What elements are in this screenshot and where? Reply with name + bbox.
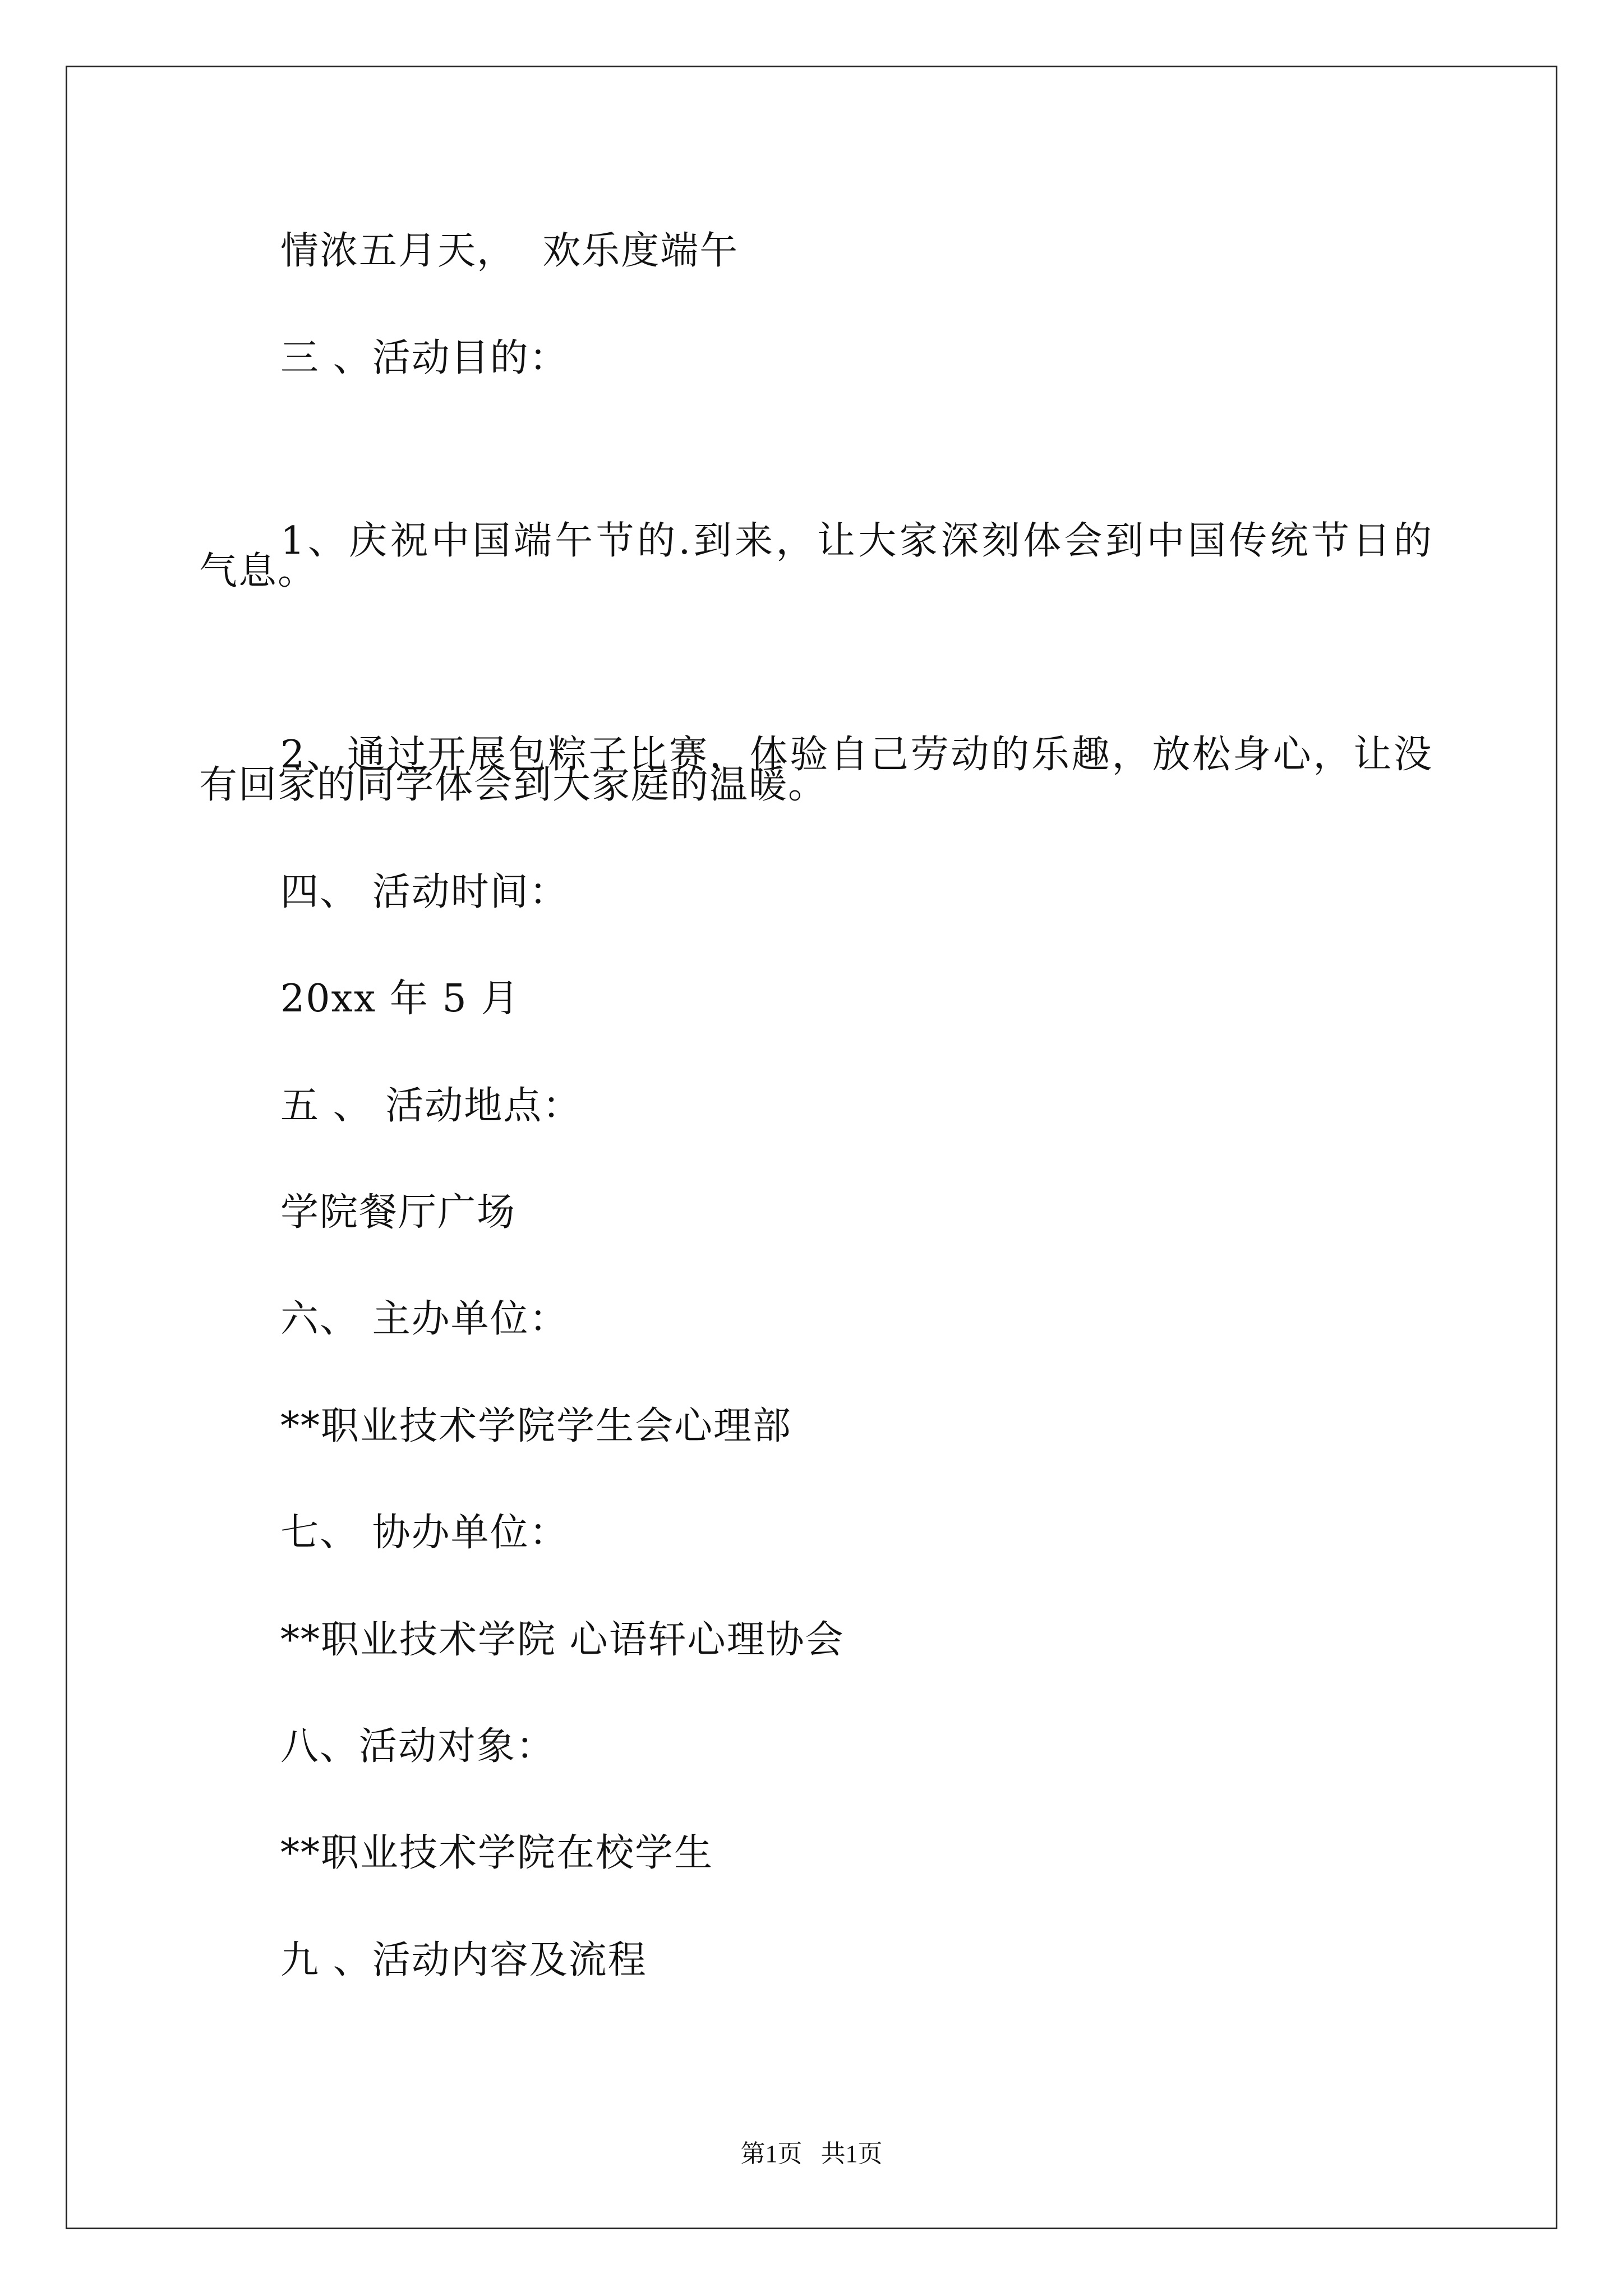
heading-organizer: 六、 主办单位： (280, 1297, 569, 1341)
text-line-location: 学院餐厅广场 (280, 1190, 517, 1235)
text-line-participants: **职业技术学院在校学生 (280, 1831, 714, 1875)
text-line-purpose-1 (280, 446, 1433, 599)
heading-activity-time: 四、 活动时间： (280, 870, 569, 914)
text-line-purpose-2-cont: 有回家的同学体会到大家庭的温暖。 (199, 763, 828, 807)
heading-content-flow: 九 、活动内容及流程 (280, 1938, 647, 1982)
text-line-organizer: **职业技术学院学生会心理部 (280, 1404, 792, 1448)
page-number: 第1页 (740, 2140, 803, 2168)
text-line-co-organizer: **职业技术学院 心语轩心理协会 (280, 1618, 845, 1662)
text-line-purpose-2-text: 2、通过开展包粽子比赛，体验自己劳动的乐趣，放松身心，让没 (280, 733, 1433, 777)
page-total: 共1页 (820, 2140, 883, 2168)
heading-co-organizer: 七、 协办单位： (280, 1511, 569, 1555)
text-line-purpose-1-cont: 气息。 (199, 549, 317, 593)
heading-activity-location: 五 、 活动地点： (280, 1084, 582, 1128)
text-line-title: 情浓五月天， 欢乐度端午 (280, 229, 739, 273)
text-line-time: 20xx 年 5 月 (280, 977, 520, 1021)
text-line-purpose-1-text: 1、庆祝中国端午节的.到来，让大家深刻体会到中国传统节日的 (280, 519, 1433, 563)
heading-activity-purpose: 三 、活动目的： (280, 336, 569, 380)
page-border (66, 66, 1557, 2229)
heading-participants: 八、活动对象： (280, 1724, 556, 1769)
page-footer (0, 2133, 1623, 2169)
